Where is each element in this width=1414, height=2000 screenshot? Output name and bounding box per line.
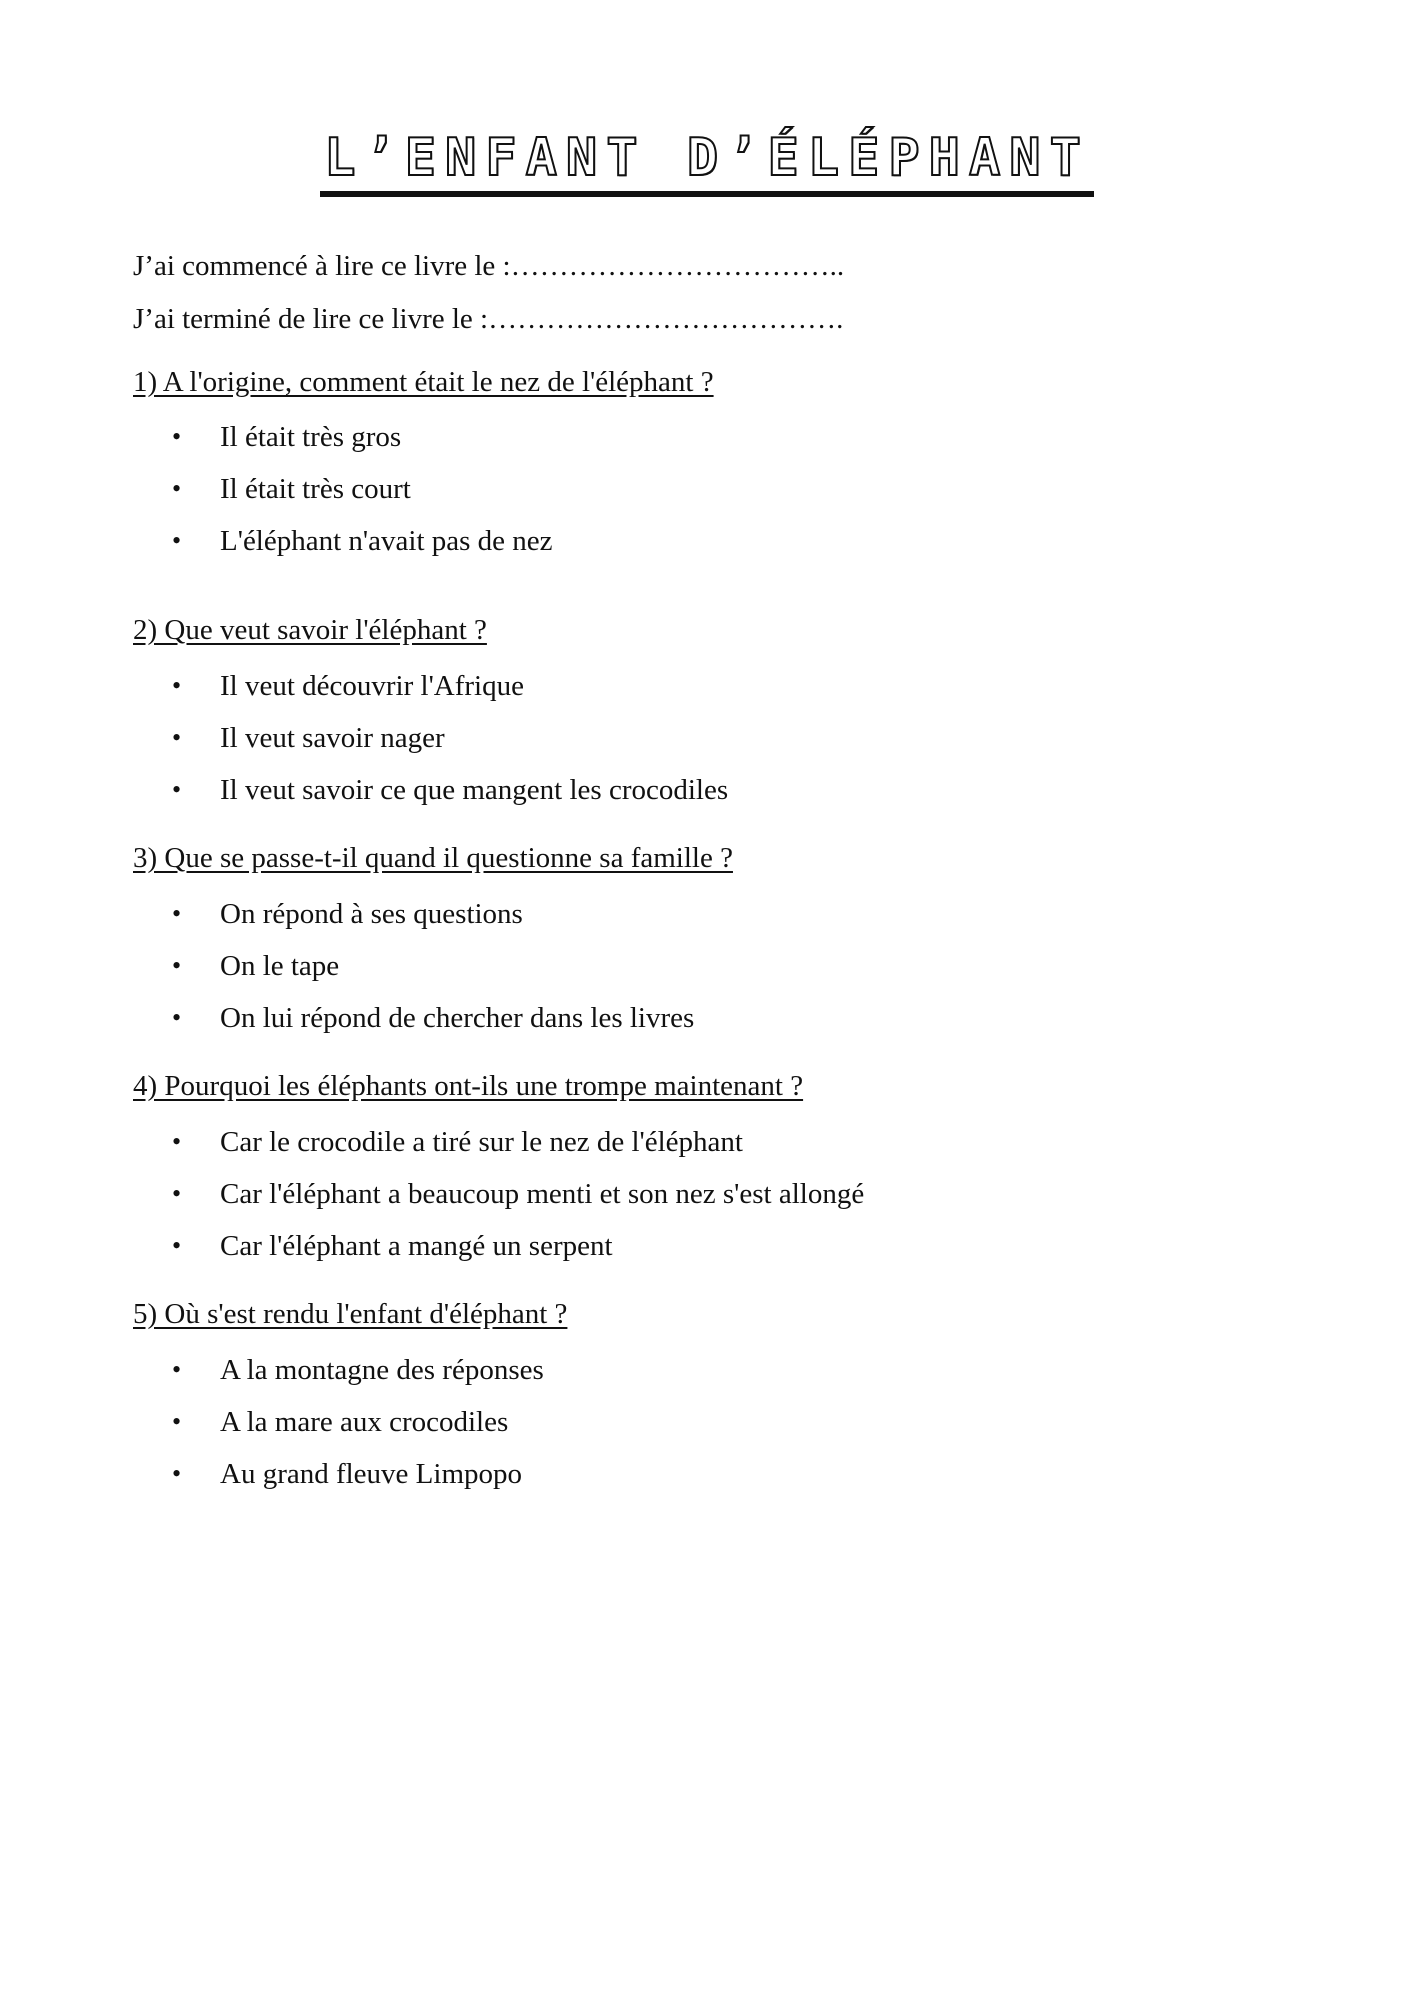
option-text: A la mare aux crocodiles bbox=[220, 1406, 509, 1438]
list-item bbox=[172, 515, 553, 567]
bullet-icon: • bbox=[172, 474, 182, 503]
list-item bbox=[172, 1396, 544, 1448]
option-text: On lui répond de chercher dans les livres bbox=[220, 1002, 695, 1034]
question-5: 5) Où s'est rendu l'enfant d'éléphant ? bbox=[133, 1298, 568, 1330]
bullet-icon: • bbox=[172, 775, 182, 804]
option-text: On répond à ses questions bbox=[220, 898, 523, 930]
page-title: L’ENFANT D’ÉLÉPHANT bbox=[320, 130, 1094, 197]
bullet-icon: • bbox=[172, 723, 182, 752]
reading-dates bbox=[133, 240, 844, 346]
option-text: L'éléphant n'avait pas de nez bbox=[220, 525, 553, 557]
question-4-options bbox=[172, 1116, 864, 1272]
question-2: 2) Que veut savoir l'éléphant ? bbox=[133, 614, 487, 646]
title-block bbox=[0, 130, 1414, 197]
list-item bbox=[172, 1448, 544, 1500]
bullet-icon: • bbox=[172, 1407, 182, 1436]
option-text: Il était très gros bbox=[220, 421, 402, 453]
option-text: Car le crocodile a tiré sur le nez de l'éléphant bbox=[220, 1126, 743, 1158]
end-date-line: J’ai terminé de lire ce livre le :………………………………. bbox=[133, 303, 844, 335]
question-3-options bbox=[172, 888, 694, 1044]
question-5-options bbox=[172, 1344, 544, 1500]
option-text: Il veut découvrir l'Afrique bbox=[220, 670, 524, 702]
list-item bbox=[172, 712, 728, 764]
list-item bbox=[172, 764, 728, 816]
bullet-icon: • bbox=[172, 422, 182, 451]
list-item bbox=[172, 888, 694, 940]
bullet-icon: • bbox=[172, 1003, 182, 1032]
option-text: Car l'éléphant a mangé un serpent bbox=[220, 1230, 613, 1262]
list-item bbox=[172, 411, 553, 463]
list-item bbox=[172, 940, 694, 992]
list-item bbox=[172, 660, 728, 712]
question-3: 3) Que se passe-t-il quand il questionne sa famille ? bbox=[133, 842, 733, 874]
bullet-icon: • bbox=[172, 951, 182, 980]
option-text: Il veut savoir ce que mangent les crocodiles bbox=[220, 774, 729, 806]
list-item bbox=[172, 463, 553, 515]
list-item bbox=[172, 1344, 544, 1396]
bullet-icon: • bbox=[172, 671, 182, 700]
option-text: Au grand fleuve Limpopo bbox=[220, 1458, 523, 1490]
start-date-line: J’ai commencé à lire ce livre le :…………………………….. bbox=[133, 250, 845, 282]
bullet-icon: • bbox=[172, 526, 182, 555]
option-text: Car l'éléphant a beaucoup menti et son nez s'est allongé bbox=[220, 1178, 865, 1210]
option-text: Il veut savoir nager bbox=[220, 722, 445, 754]
bullet-icon: • bbox=[172, 1231, 182, 1260]
bullet-icon: • bbox=[172, 899, 182, 928]
option-text: On le tape bbox=[220, 950, 340, 982]
question-1-options bbox=[172, 411, 553, 567]
question-1: 1) A l'origine, comment était le nez de l'éléphant ? bbox=[133, 366, 714, 398]
question-4: 4) Pourquoi les éléphants ont-ils une trompe maintenant ? bbox=[133, 1070, 804, 1102]
list-item bbox=[172, 1220, 864, 1272]
list-item bbox=[172, 1116, 864, 1168]
list-item bbox=[172, 1168, 864, 1220]
list-item bbox=[172, 992, 694, 1044]
bullet-icon: • bbox=[172, 1127, 182, 1156]
bullet-icon: • bbox=[172, 1355, 182, 1384]
option-text: A la montagne des réponses bbox=[220, 1354, 544, 1386]
bullet-icon: • bbox=[172, 1179, 182, 1208]
question-2-options bbox=[172, 660, 728, 816]
option-text: Il était très court bbox=[220, 473, 411, 505]
bullet-icon: • bbox=[172, 1459, 182, 1488]
